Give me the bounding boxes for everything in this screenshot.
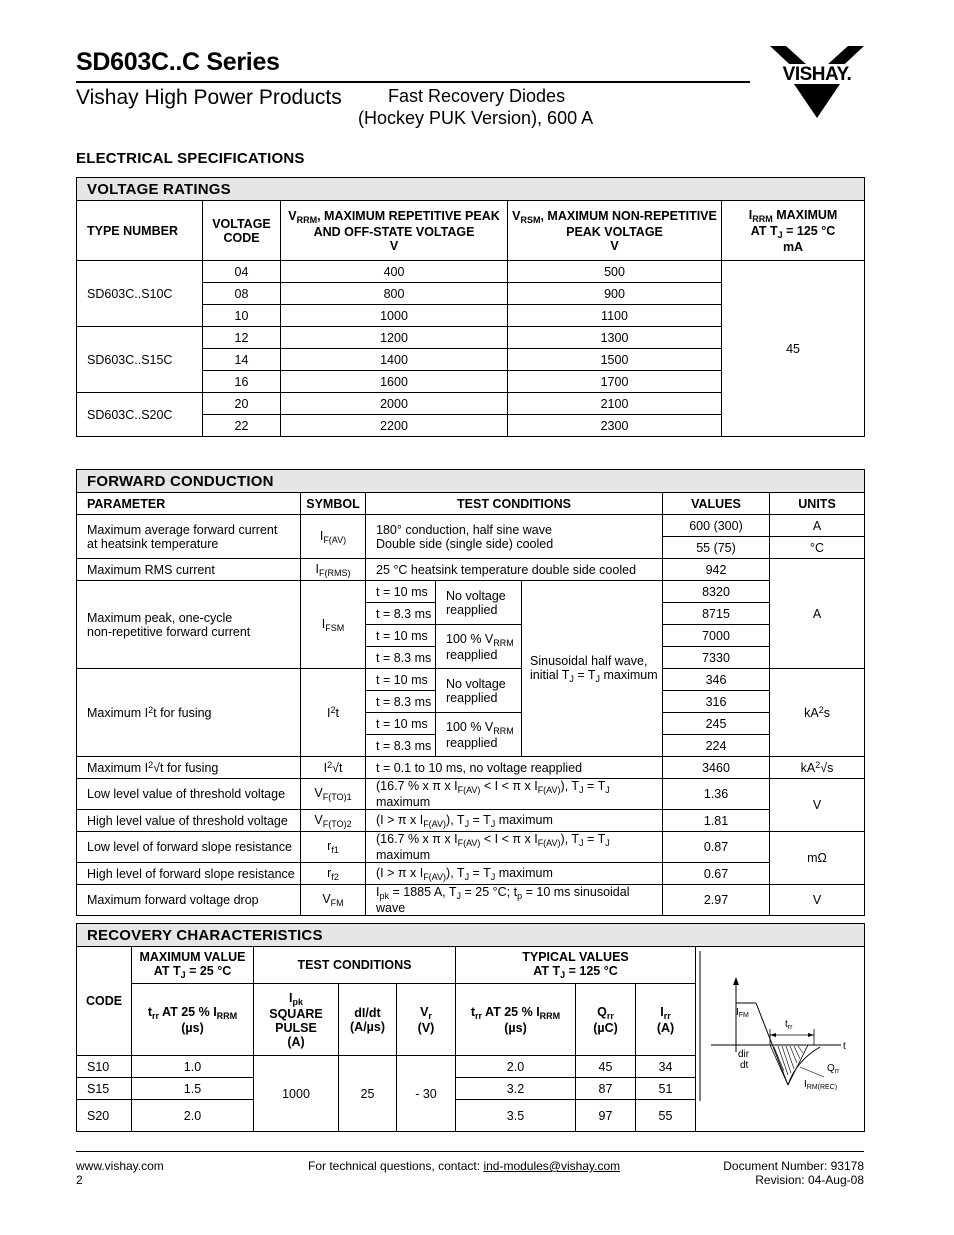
value-cell: 600 (300) [663,515,770,537]
ipk-cell: 1000 [254,1056,339,1132]
unit-cell: $kA^2√s$ [770,757,865,779]
param-cell: High level of forward slope resistance [77,863,301,885]
vrsm-cell: 1100 [508,305,722,327]
param-cell: Maximum average forward current at heatsink temperature [77,515,301,559]
vrrm-cell: 1200 [281,327,508,349]
value-cell: 245 [663,713,770,735]
value-cell: 7330 [663,647,770,669]
vishay-logo [768,44,866,120]
unit-cell: A [770,559,865,669]
condition-cell: 180° conduction, half sine wave Double side (single side) cooled [366,515,663,559]
symbol-cell: $I_{F(RMS)}$ [301,559,366,581]
ifm-label: $I_{FM}$ [736,1007,749,1019]
col-header-units: UNITS [770,493,865,515]
qrr-cell: 87 [576,1078,636,1100]
contact-email-link[interactable]: ind-modules@vishay.com [483,1159,621,1173]
qrr-cell: 97 [576,1100,636,1132]
voltage-condition-cell: 100 % $V_{RRM}$ reapplied [436,625,522,669]
vr-cell: - 30 [397,1056,456,1132]
value-cell: 224 [663,735,770,757]
col-header-symbol: SYMBOL [301,493,366,515]
col-header-vr: $V_r$ (V) [397,984,456,1056]
symbol-cell: $I_{F(AV)}$ [301,515,366,559]
code-cell: S10 [77,1056,132,1078]
table-caption: VOLTAGE RATINGS [77,178,865,201]
col-header-vrrm: $V_{RRM}$, MAXIMUM REPETITIVE PEAK AND OFF-STATE VOLTAGE V [281,201,508,261]
irrm-cell: 45 [722,261,865,437]
symbol-cell: $I^2t$ [301,669,366,757]
didt-cell: 25 [339,1056,397,1132]
unit-cell: mΩ [770,832,865,885]
col-header-type-number: TYPE NUMBER [77,201,203,261]
col-header-test-conditions: TEST CONDITIONS [254,947,456,984]
irm-label: $I_{RM(REC)}$ [804,1079,838,1091]
symbol-cell: $I^2√t$ [301,757,366,779]
voltage-code-cell: 04 [203,261,281,283]
logo-text: VISHAY. [782,64,852,85]
table-row [77,863,865,885]
voltage-code-cell: 22 [203,415,281,437]
condition-cell: $I_{pk} = 1885$ A, $T_J = 25$ °C; $t_p = 10$ ms sinusoidal wave [366,885,663,916]
symbol-cell: $V_{F(TO)2}$ [301,810,366,832]
voltage-code-cell: 14 [203,349,281,371]
param-cell: Maximum $I^2√t$ for fusing [77,757,301,779]
col-header-typical-values: TYPICAL VALUES AT $T_J = 125$ °C [456,947,696,984]
col-header-typ-trr: $t_{rr}$ AT 25 % $I_{RRM}$ (µs) [456,984,576,1056]
footer-contact: For technical questions, contact: ind-modules@vishay.com [308,1159,621,1173]
voltage-ratings-table [76,177,865,437]
unit-cell: $kA^2s$ [770,669,865,757]
vrrm-cell: 2200 [281,415,508,437]
product-description-line1: Fast Recovery Diodes [388,86,566,106]
unit-cell: V [770,779,865,832]
voltage-code-cell: 08 [203,283,281,305]
time-cell: t = 8.3 ms [366,647,436,669]
typ-trr-cell: 3.2 [456,1078,576,1100]
unit-cell: V [770,885,865,916]
voltage-condition-cell: No voltage reapplied [436,581,522,625]
table-caption: RECOVERY CHARACTERISTICS [77,924,865,947]
code-cell: S15 [77,1078,132,1100]
param-cell: Maximum forward voltage drop [77,885,301,916]
value-cell: 55 (75) [663,537,770,559]
didt-label-bottom: dt [740,1060,749,1071]
table-row [77,832,865,863]
type-number-cell: SD603C..S10C [77,261,203,327]
voltage-code-cell: 16 [203,371,281,393]
param-cell: Maximum peak, one-cycle non-repetitive forward current [77,581,301,669]
table-row [77,779,865,810]
value-cell: 7000 [663,625,770,647]
value-cell: 8715 [663,603,770,625]
vrrm-cell: 2000 [281,393,508,415]
symbol-cell: $V_{FM}$ [301,885,366,916]
product-description-line2: (Hockey PUK Version), 600 A [358,108,594,128]
value-cell: 3460 [663,757,770,779]
col-header-irr: $I_{rr}$ (A) [636,984,696,1056]
table-row [77,757,865,779]
vrsm-cell: 2300 [508,415,722,437]
symbol-cell: $r_{f1}$ [301,832,366,863]
max-trr-cell: 2.0 [132,1100,254,1132]
trr-label: $t_{rr}$ [785,1019,793,1031]
vrsm-cell: 900 [508,283,722,305]
condition-cell: t = 0.1 to 10 ms, no voltage reapplied [366,757,663,779]
col-header-parameter: PARAMETER [77,493,301,515]
table-row [77,810,865,832]
col-header-test-conditions: TEST CONDITIONS [366,493,663,515]
unit-cell: A [770,515,865,537]
col-header-values: VALUES [663,493,770,515]
qrr-label: $Q_{rr}$ [827,1063,840,1075]
didt-label-top: dir [738,1049,750,1060]
header-rule [76,81,750,83]
type-number-cell: SD603C..S20C [77,393,203,437]
value-cell: 0.87 [663,832,770,863]
value-cell: 346 [663,669,770,691]
footer-url[interactable]: www.vishay.com [76,1159,164,1173]
vrrm-cell: 1400 [281,349,508,371]
footer-rule [76,1151,864,1152]
time-cell: t = 8.3 ms [366,603,436,625]
col-header-voltage-code: VOLTAGE CODE [203,201,281,261]
col-header-qrr: $Q_{rr}$ (µC) [576,984,636,1056]
time-cell: t = 10 ms [366,625,436,647]
typ-trr-cell: 3.5 [456,1100,576,1132]
col-header-didt: dI/dt (A/µs) [339,984,397,1056]
vrrm-cell: 800 [281,283,508,305]
qrr-cell: 45 [576,1056,636,1078]
max-trr-cell: 1.0 [132,1056,254,1078]
voltage-condition-cell: No voltage reapplied [436,669,522,713]
value-cell: 0.67 [663,863,770,885]
irr-cell: 34 [636,1056,696,1078]
vrsm-cell: 1500 [508,349,722,371]
forward-conduction-table [76,469,865,916]
vrsm-cell: 500 [508,261,722,283]
param-cell: Maximum RMS current [77,559,301,581]
param-cell: Low level of forward slope resistance [77,832,301,863]
document-title: SD603C..C Series [76,48,280,76]
condition-cell: (16.7 % x π x $I_{F(AV)} < I < \pi$ x $I_{F(AV)}$), $T_J = T_J$ maximum [366,779,663,810]
value-cell: 1.81 [663,810,770,832]
col-header-irrm: $I_{RRM}$ MAXIMUM AT $T_J = 125$ °C mA [722,201,865,261]
param-cell: High level value of threshold voltage [77,810,301,832]
voltage-code-cell: 12 [203,327,281,349]
code-cell: S20 [77,1100,132,1132]
recovery-characteristics-table [76,923,865,1132]
value-cell: 2.97 [663,885,770,916]
document-number: Document Number: 93178 [723,1159,864,1173]
time-cell: t = 8.3 ms [366,735,436,757]
vrrm-cell: 1600 [281,371,508,393]
condition-cell: (I > π x $I_{F(AV)}$), $T_J = T_J$ maximum [366,810,663,832]
col-header-max-trr: $t_{rr}$ AT 25 % $I_{RRM}$ (µs) [132,984,254,1056]
time-cell: t = 10 ms [366,581,436,603]
vrsm-cell: 1300 [508,327,722,349]
condition-cell: (16.7 % x π x $I_{F(AV)} < I < \pi$ x $I_{F(AV)}$), $T_J = T_J$ maximum [366,832,663,863]
typ-trr-cell: 2.0 [456,1056,576,1078]
vrrm-cell: 400 [281,261,508,283]
voltage-condition-cell: 100 % $V_{RRM}$ reapplied [436,713,522,757]
table-row [77,581,865,603]
revision-date: Revision: 04-Aug-08 [755,1173,864,1187]
time-cell: t = 10 ms [366,713,436,735]
time-cell: t = 10 ms [366,669,436,691]
voltage-code-cell: 20 [203,393,281,415]
symbol-cell: $I_{FSM}$ [301,581,366,669]
symbol-cell: $r_{f2}$ [301,863,366,885]
value-cell: 8320 [663,581,770,603]
vrrm-cell: 1000 [281,305,508,327]
value-cell: 1.36 [663,779,770,810]
page-number: 2 [76,1173,83,1187]
table-row [77,885,865,916]
max-trr-cell: 1.5 [132,1078,254,1100]
col-header-max-value: MAXIMUM VALUE AT $T_J = 25$ °C [132,947,254,984]
condition-cell: 25 °C heatsink temperature double side cooled [366,559,663,581]
document-subtitle: Vishay High Power Products [76,86,342,109]
col-header-ipk: $I_{pk}$ SQUARE PULSE (A) [254,984,339,1056]
table-caption: FORWARD CONDUCTION [77,470,865,493]
recovery-waveform-diagram [696,947,865,1132]
section-heading: ELECTRICAL SPECIFICATIONS [76,150,305,167]
table-row [77,669,865,691]
param-cell: Low level value of threshold voltage [77,779,301,810]
value-cell: 316 [663,691,770,713]
unit-cell: °C [770,537,865,559]
value-cell: 942 [663,559,770,581]
col-header-code: CODE [77,947,132,1056]
param-cell: Maximum $I^2t$ for fusing [77,669,301,757]
table-row [77,559,865,581]
irr-cell: 51 [636,1078,696,1100]
table-row [77,515,865,537]
irr-cell: 55 [636,1100,696,1132]
col-header-vrsm: $V_{RSM}$, MAXIMUM NON-REPETITIVE PEAK VOLTAGE V [508,201,722,261]
symbol-cell: $V_{F(TO)1}$ [301,779,366,810]
time-cell: t = 8.3 ms [366,691,436,713]
vrsm-cell: 2100 [508,393,722,415]
vrsm-cell: 1700 [508,371,722,393]
sinusoidal-condition-cell: Sinusoidal half wave, initial $T_J = T_J$ maximum [522,581,663,757]
time-axis-label: t [843,1041,846,1052]
type-number-cell: SD603C..S15C [77,327,203,393]
voltage-code-cell: 10 [203,305,281,327]
table-row [77,261,865,283]
condition-cell: (I > π x $I_{F(AV)}$), $T_J = T_J$ maximum [366,863,663,885]
